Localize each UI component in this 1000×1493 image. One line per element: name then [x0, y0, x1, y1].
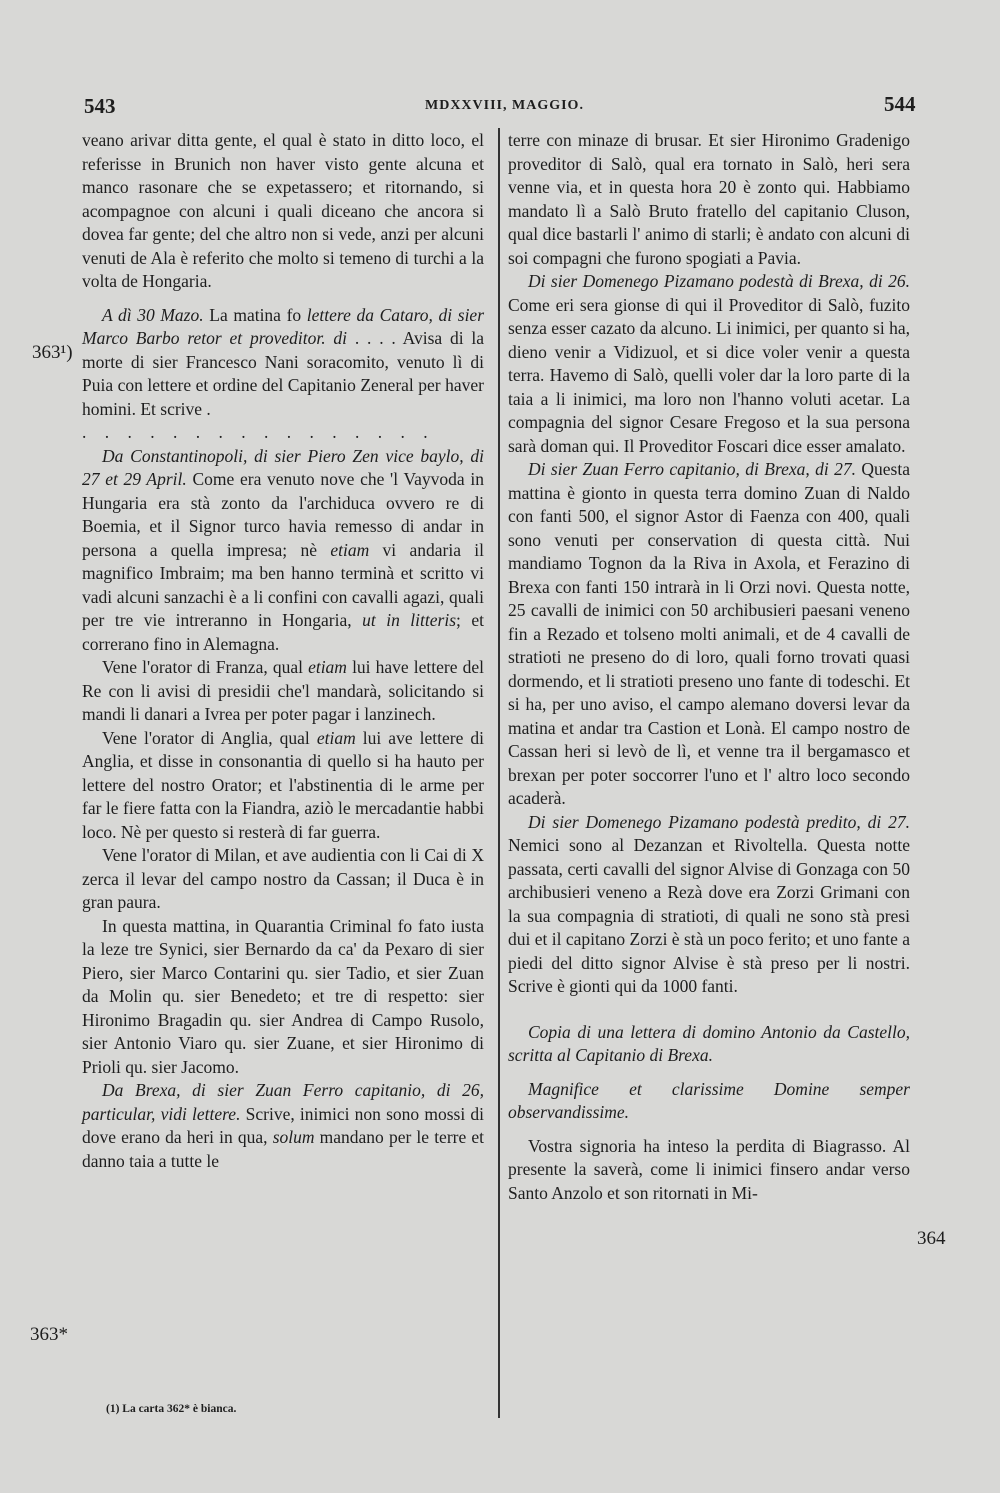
- paragraph: Da Constantinopoli, di sier Piero Zen vice baylo, di 27 et 29 April. Come era venuto nove che 'l Vayvoda in Hungaria era stà zonto da l'archiduca ovvero re di Boemia, et il Signor turco havia remesso di andar in persona a quella impresa; nè etiam vi andaria il magnifico Imbraim; ma ben hanno terminà et scritto vi vadi alcuni sanzachi è a li confini con cavalli agazi, quali per tre vie intreranno in Hongaria, ut in litteris; et correrano fino in Alemagna.: [82, 445, 485, 654]
- margin-number-363-1: 363¹): [32, 342, 73, 363]
- page-number-left: 543: [84, 94, 116, 118]
- dateline: Di sier Domenego Pizamano podestà predito, di 27.: [528, 811, 910, 832]
- left-column: [82, 129, 484, 1173]
- dateline: Da Brexa, di sier Zuan Ferro capitanio, di 26, particular, vidi lettere.: [82, 1080, 484, 1124]
- right-column: [508, 129, 910, 1205]
- paragraph: Di sier Domenego Pizamano podestà di Brexa, di 26. Come eri sera gionse di qui il Proveditor di Salò, fuzito senza esser cazato da alcuno. Li inimici, per quanto si ha, dieno venir a Vidizuol, et si dice voler venir a questa terra. Havemo di Salò, quelli voler dar la loro parte di la taia a li inimici, ma loro non l'hanno voluti acetar. La compagnia del signor Cesare Fregoso et la sua persona sarà doman qui. Il Proveditor Foscari dice esser amalato.: [508, 271, 910, 456]
- margin-number-363-star: 363*: [30, 1324, 68, 1345]
- dateline: Di sier Zuan Ferro capitanio, di Brexa, di 27.: [528, 459, 857, 479]
- letter-salutation: Magnifice et clarissime Domine semper observandissime.: [508, 1078, 910, 1122]
- paragraph: In questa mattina, in Quarantia Criminal fo fato iusta la leze tre Synici, sier Bernardo da ca' da Pexaro di sier Piero, sier Marco Contarini qu. sier Tadio, et sier Zuan da Molin qu. sier Benedeto; et tre di respetto: sier Hironimo Bragadin qu. sier Andrea di Campo Rusolo, sier Antonio Viaro qu. sier Zuane, et sier Hironimo di Prioli qu. sier Jacomo.: [82, 915, 484, 1077]
- margin-number-364: 364: [917, 1228, 946, 1249]
- ellipsis-dots: . . . . . . . . . . . . . . . .: [82, 422, 435, 442]
- dateline: Da Constantinopoli, di sier Piero Zen vice baylo, di 27 et 29 April.: [82, 445, 484, 489]
- paragraph: Vostra signoria ha inteso la perdita di Biagrasso. Al presente la saverà, come li inimici finsero andar verso Santo Anzolo et son ritornati in Mi-: [508, 1135, 910, 1203]
- column-divider: [498, 128, 500, 1418]
- paragraph: Da Brexa, di sier Zuan Ferro capitanio, di 26, particular, vidi lettere. Scrive, inimici non sono mossi di dove erano da heri in qua, solum mandano per le terre et danno taia a tutte le: [82, 1080, 485, 1171]
- paragraph: Vene l'orator di Franza, qual etiam lui have lettere del Re con li avisi di presidii che'l mandarà, solicitando si mandi li danari a Ivrea per poter pagar i lanzinech.: [82, 657, 484, 724]
- dateline: Di sier Domenego Pizamano podestà di Brexa, di 26.: [528, 271, 910, 291]
- paragraph: veano arivar ditta gente, el qual è stato in ditto loco, el referisse in Brunich non haver visto gente alcuna et manco rasonare che se expetassero; et ritornando, si acompagnoe con alcuni i quali diceano che ancora si dovea far gente; del che altro non si vede, anzi per alcuni venuti de Ala è referito che molto si temeno di turchi a la volta de Hongaria.: [82, 130, 484, 291]
- paragraph: Vene l'orator di Anglia, qual etiam lui ave lettere di Anglia, et disse in consonantia di quello si ha hauto per lettere del nostro Orator; et l'abstinentia di le arme per far le fiere fatta con la Fiandra, aziò le mercadantie habbi loco. Nè per questo si resterà di far guerra.: [82, 727, 485, 842]
- letter-title: Copia di una lettera di domino Antonio da Castello, scritta al Capitanio di Brexa.: [508, 1021, 910, 1065]
- dateline: A dì 30 Mazo.: [102, 304, 204, 325]
- paragraph: A dì 30 Mazo. La matina fo lettere da Cataro, di sier Marco Barbo retor et proveditor. di . . . . Avisa di la morte di sier Francesco Nani soracomito, venuto lì di Puia con lettere et ordine del Capitanio Zeneral per haver homini. Et scrive .: [82, 304, 485, 419]
- paragraph: Di sier Zuan Ferro capitanio, di Brexa, di 27. Questa mattina è gionto in questa terra domino Zuan di Naldo con fanti 500, el signor Astor di Faenza con 400, quali sono venuti per conservation di questa città. Nui mandiamo Tognon da la Riva in Axola, et Ferazino di Brexa con fanti 150 intrarà in li Orzi novi. Questa notte, 25 cavalli de inimici con 50 archibusieri paesani veneno fin a Rezado et tolseno molti animali, et de 4 cavalli de stratioti ne preseno do di loro, quali forno trovati quasi dormendo, et li stratioti preseno uno fante di todeschi. Et si ha, per uno aviso, el campo alemano doversi levar da matina et andar tra Castion et Lonà. El campo nostro de Cassan heri si levò de lì, et venne tra il bergamasco et brexan per poter soccorrer l'uno et l' altro loco secondo acaderà.: [508, 459, 911, 808]
- paragraph: Vene l'orator di Milan, et ave audientia con li Cai di X zerca il levar del campo nostro da Cassan; il Duca è in gran paura.: [82, 845, 484, 912]
- footnote: (1) La carta 362* è bianca.: [106, 1403, 237, 1415]
- paragraph: terre con minaze di brusar. Et sier Hironimo Gradenigo proveditor di Salò, qual era tornato in Salò, heri sera venne via, et in questa hora 20 è zonto qui. Habbiamo mandato lì a Salò Bruto fratello del capitanio Cluson, qual dice bastarli l' animo di starli; è andato con alcuni di soi compagni che furono spogiati a Pavia.: [508, 130, 910, 268]
- paragraph: Di sier Domenego Pizamano podestà predito, di 27. Nemici sono al Dezanzan et Rivoltella. Questa notte passata, certi cavalli del signor Alvise di Gonzaga con 50 archibusieri veneno a Rezà dove era Zorzi Grimani con la sua compagnia di stratioti, di quali ne sono stà presi dui et il capitano Zorzi è stà un poco ferito; et uno fante a piedi del ditto signor Alvise è stà preso per li nostri. Scrive è gionti qui da 1000 fanti.: [508, 811, 910, 996]
- running-head: MDXXVIII, MAGGIO.: [425, 98, 584, 113]
- page-number-right: 544: [884, 92, 916, 116]
- page-header: [0, 92, 1000, 122]
